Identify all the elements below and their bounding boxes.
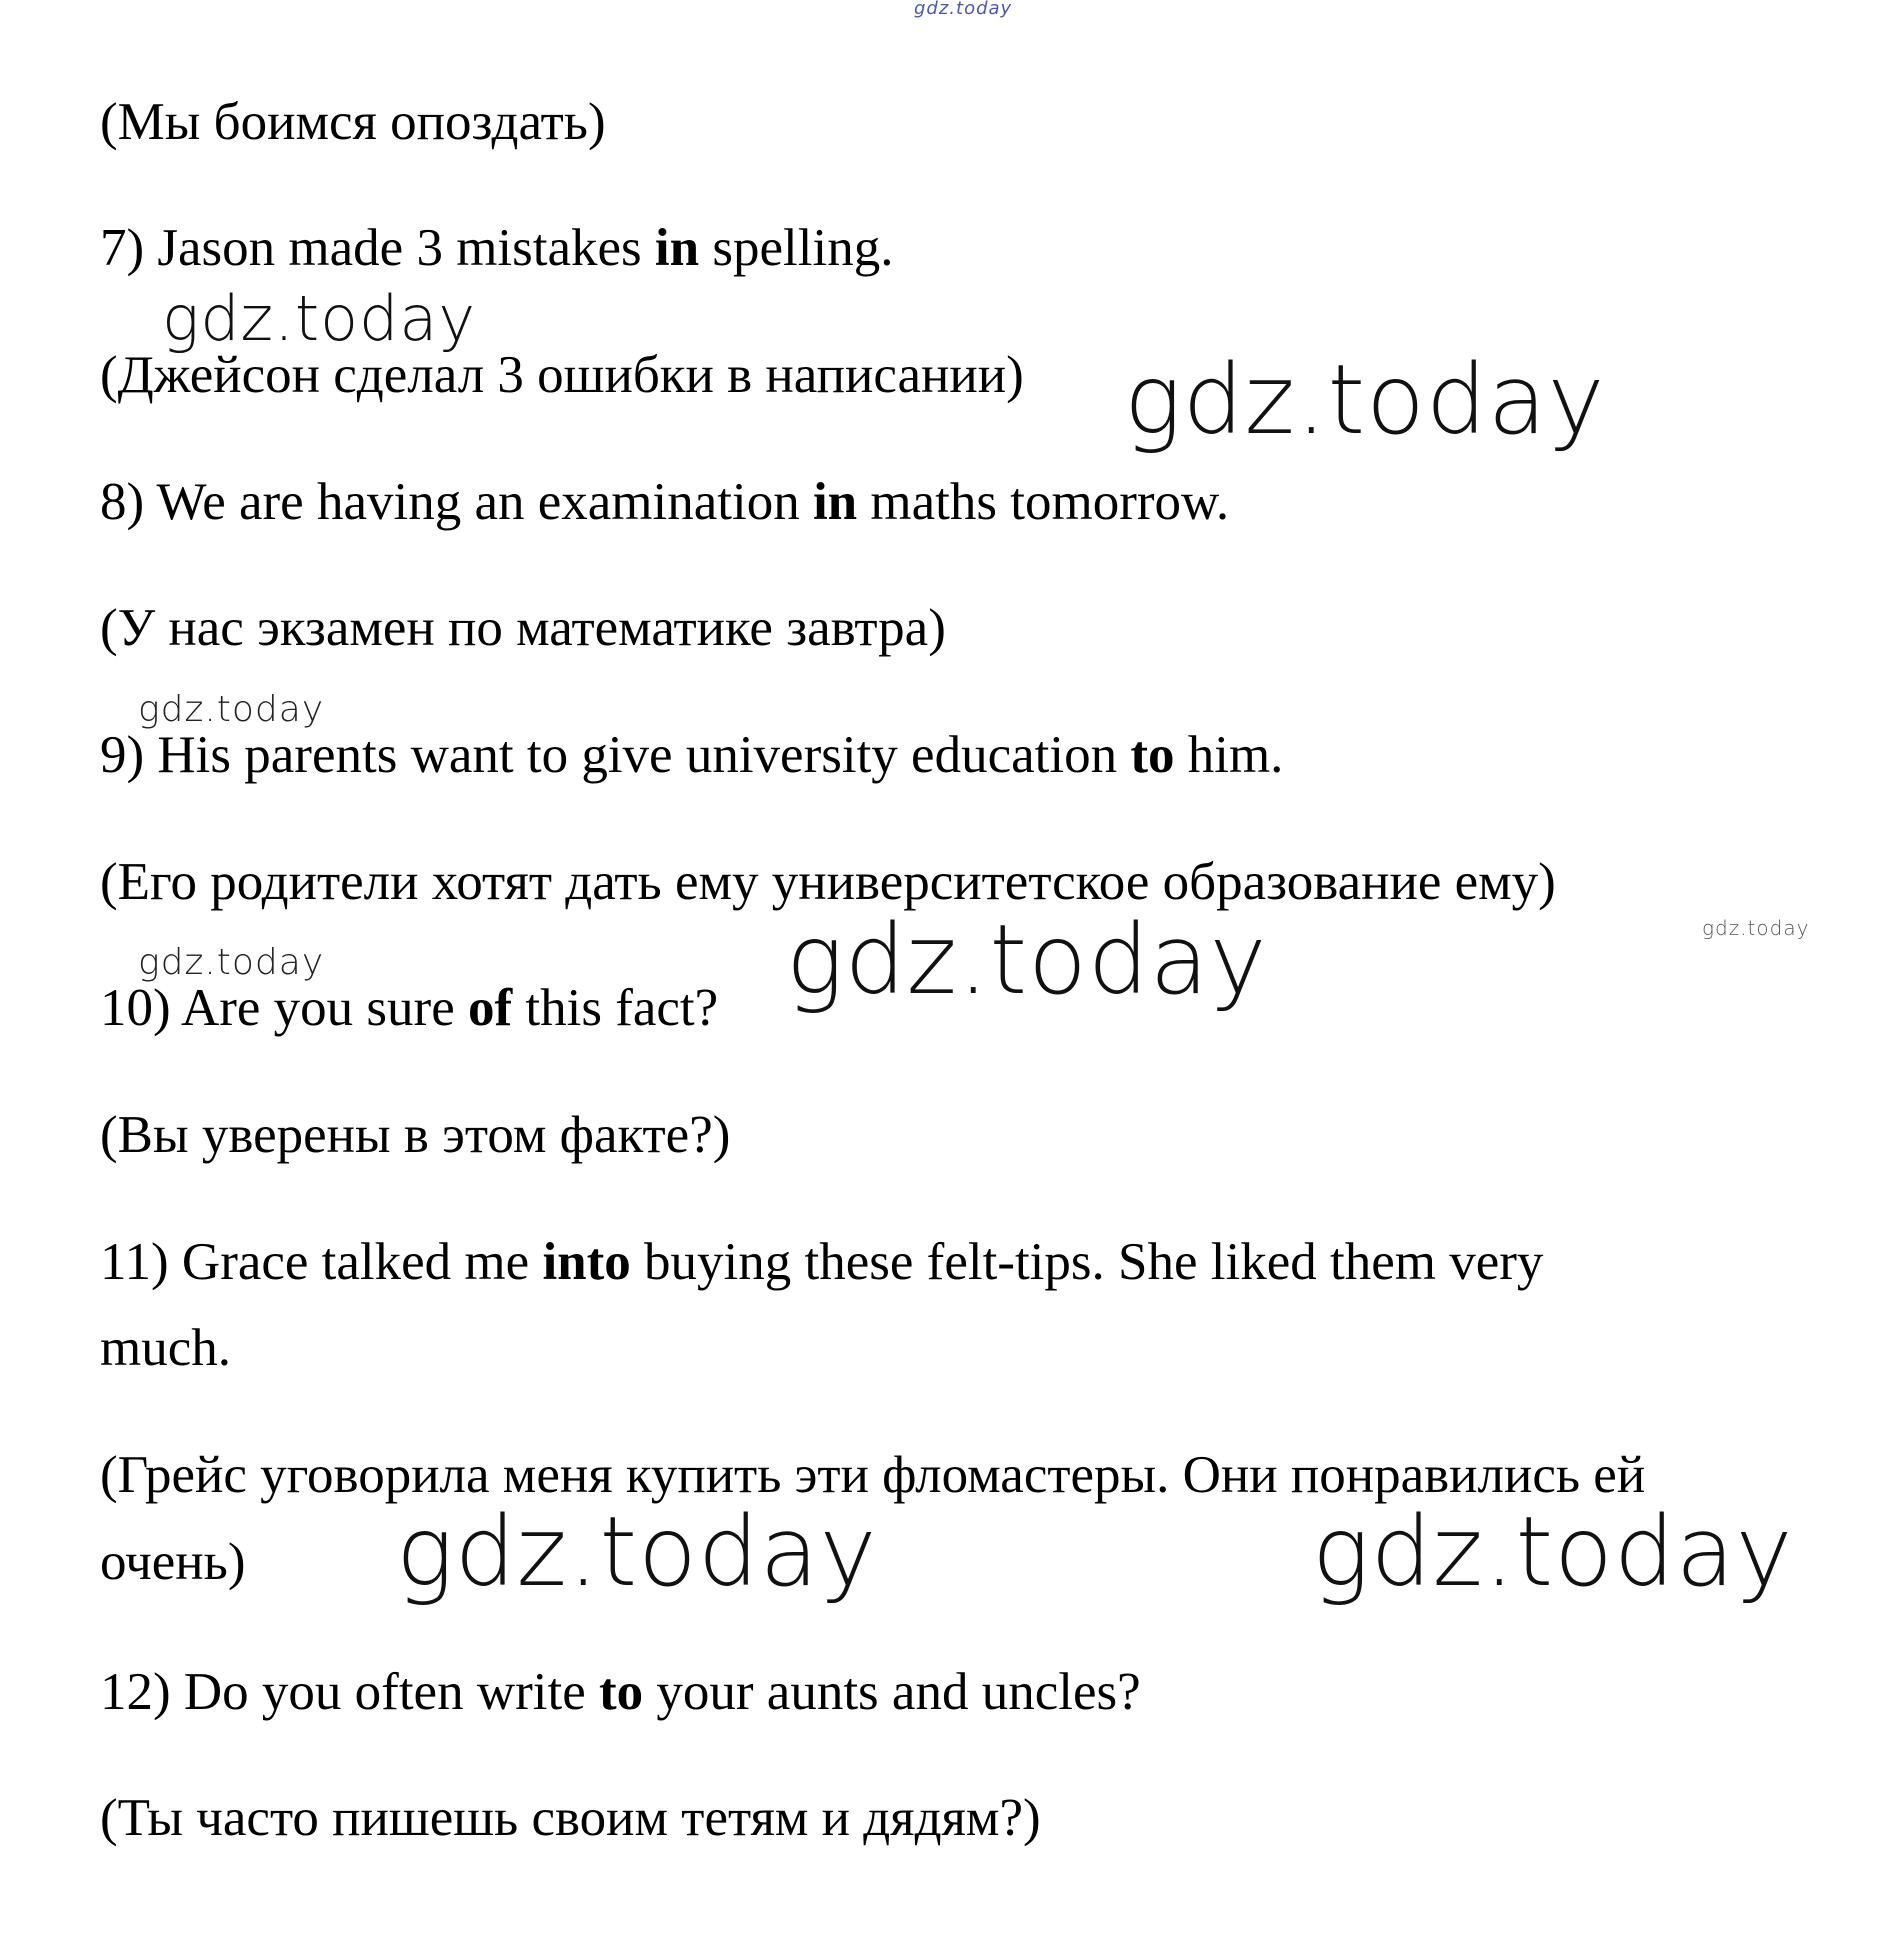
sentence-8-part-c: maths tomorrow. — [857, 473, 1230, 531]
line-translation-11-cont: очень) — [100, 1533, 246, 1591]
watermark-4: gdz.today — [1702, 916, 1810, 940]
sentence-8-part-a: 8) We are having an examination — [100, 473, 813, 531]
line-sentence-7 — [100, 218, 893, 278]
line-sentence-9 — [100, 725, 1283, 785]
watermark-6: gdz.today — [786, 904, 1268, 1016]
sentence-9-preposition: to — [1130, 726, 1175, 784]
watermark-8: gdz.today — [1312, 1496, 1794, 1608]
sentence-8-preposition: in — [812, 473, 858, 531]
sentence-10-preposition: of — [467, 979, 513, 1037]
sentence-7-preposition: in — [654, 219, 700, 277]
watermark-2: gdz.today — [1124, 344, 1606, 456]
line-sentence-8 — [100, 472, 1229, 532]
sentence-7-part-a: 7) Jason made 3 mistakes — [100, 219, 655, 277]
sentence-7-part-c: spelling. — [699, 219, 894, 277]
line-translation-9: (Его родители хотят дать ему университетское образование ему) — [100, 853, 1556, 911]
sentence-12-part-c: your aunts and uncles? — [643, 1663, 1141, 1721]
line-translation-11: (Грейс уговорила меня купить эти фломастеры. Они понравились ей — [100, 1446, 1646, 1504]
sentence-11-part-a: 11) Grace talked me — [100, 1233, 543, 1291]
watermark-5: gdz.today — [138, 942, 325, 983]
sentence-10-part-a: 10) Are you sure — [100, 979, 468, 1037]
sentence-11-preposition: into — [542, 1233, 631, 1291]
sentence-10-part-c: this fact? — [512, 979, 719, 1037]
line-translation-6: (Мы боимся опоздать) — [100, 93, 606, 151]
line-sentence-11-cont: much. — [100, 1319, 231, 1377]
watermark-7: gdz.today — [396, 1496, 878, 1608]
watermark-3: gdz.today — [138, 689, 325, 730]
watermark-1: gdz.today — [162, 282, 477, 355]
line-sentence-11 — [100, 1232, 1543, 1292]
line-translation-7: (Джейсон сделал 3 ошибки в написании) — [100, 346, 1024, 404]
watermark-top: gdz.today — [914, 0, 1013, 19]
line-sentence-12 — [100, 1662, 1141, 1722]
line-translation-8: (У нас экзамен по математике завтра) — [100, 599, 946, 657]
line-translation-10: (Вы уверены в этом факте?) — [100, 1106, 731, 1164]
sentence-9-part-c: him. — [1174, 726, 1284, 784]
line-translation-12: (Ты часто пишешь своим тетям и дядям?) — [100, 1789, 1041, 1847]
sentence-11-part-c: buying these felt-tips. She liked them very — [630, 1233, 1544, 1291]
sentence-12-part-a: 12) Do you often write — [100, 1663, 599, 1721]
sentence-9-part-a: 9) His parents want to give university education — [100, 726, 1131, 784]
line-sentence-10 — [100, 978, 718, 1038]
sentence-12-preposition: to — [598, 1663, 644, 1721]
